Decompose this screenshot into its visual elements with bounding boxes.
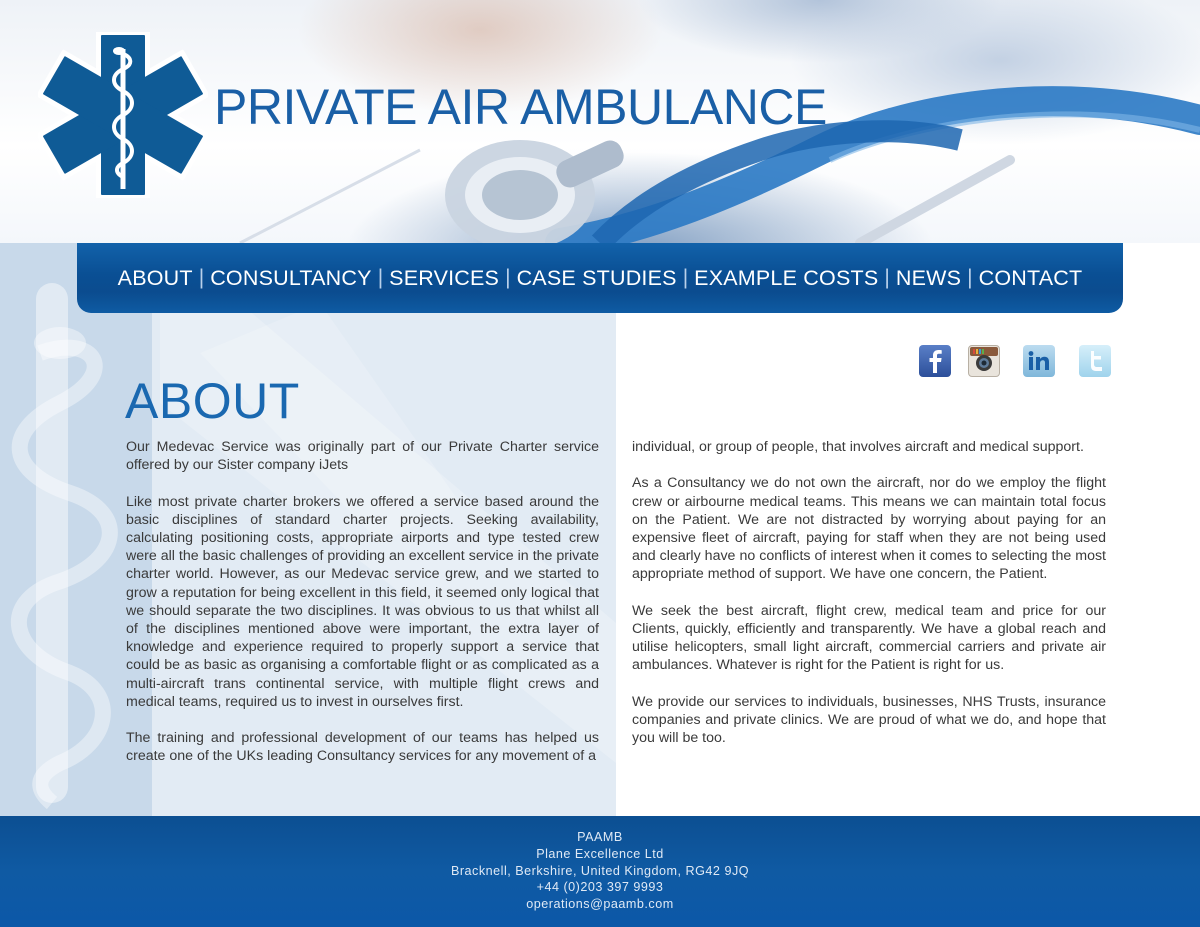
main-navigation-bar <box>77 243 1123 313</box>
paragraph: We provide our services to individuals, businesses, NHS Trusts, insurance companies and private clinics. We are proud of what we do, and hope that you will be too. <box>632 693 1106 747</box>
twitter-icon[interactable] <box>1079 345 1111 377</box>
nav-separator: | <box>682 266 689 289</box>
footer <box>0 816 1200 927</box>
paragraph: We seek the best aircraft, flight crew, medical team and price for our Clients, quickly, efficiently and transparently. We have a global reach and utilise helicopters, small light aircraft, commercial carriers and private air ambulances. Whatever is right for the Patient is right for us. <box>632 602 1106 674</box>
nav-separator: | <box>198 266 205 289</box>
nav-contact[interactable]: CONTACT <box>978 265 1083 290</box>
footer-email[interactable]: operations@paamb.com <box>526 897 674 912</box>
linkedin-icon[interactable] <box>1023 345 1055 377</box>
nav-services[interactable]: SERVICES <box>389 265 500 290</box>
paragraph: Like most private charter brokers we offered a service based around the basic disciplines of standard charter projects. Seeking availability, calculating positioning costs, appropriate airports and type tested crew were all the basic challenges of providing an excellent service in the private charter world. However, as our Medevac service grew, and we started to grow a reputation for being excellent in this field, it seemed only logical that we should separate the two disciplines. It was obvious to us that whilst all of the disciplines mentioned above were important, the extra layer of knowledge and experience required to properly support a service that could be as basic as organising a comfortable flight or as complicated as a multi-aircraft trans continental service, with multiple flight crews and medical teams, required us to invest in ourselves first. <box>126 493 599 710</box>
star-of-life-icon <box>38 32 208 198</box>
content-column-right <box>632 438 1106 766</box>
paragraph: The training and professional development of our teams has helped us create one of the UKs leading Consultancy services for any movement of a <box>126 730 599 765</box>
paragraph: individual, or group of people, that involves aircraft and medical support. <box>632 439 1084 455</box>
content-column-left <box>126 438 599 784</box>
footer-company-name: Plane Excellence Ltd <box>536 846 664 861</box>
nav-example-costs[interactable]: EXAMPLE COSTS <box>694 265 879 290</box>
paragraph: Our Medevac Service was originally part of our Private Charter service offered by our Sister company iJets <box>126 439 599 474</box>
nav-consultancy[interactable]: CONSULTANCY <box>210 265 372 290</box>
site-title: PRIVATE AIR AMBULANCE <box>214 79 827 135</box>
footer-company-abbrev: PAAMB <box>577 830 623 844</box>
nav-separator: | <box>967 266 973 289</box>
footer-address: Bracknell, Berkshire, United Kingdom, RG42 9JQ <box>450 863 750 878</box>
nav-separator: | <box>884 266 890 289</box>
nav-about[interactable]: ABOUT <box>117 265 193 290</box>
header-banner <box>0 0 1200 243</box>
paragraph: As a Consultancy we do not own the aircraft, nor do we employ the flight crew or airbourne medical teams. This means we can maintain total focus on the Patient. We are not distracted by worrying about paying for an expensive fleet of aircraft, paying for staff when they are not being used and clearly have no conflicts of interest when it comes to selecting the most appropriate method of support. We have one concern, the Patient. <box>632 475 1106 583</box>
instagram-icon[interactable] <box>968 345 1000 377</box>
nav-news[interactable]: NEWS <box>895 265 962 290</box>
nav-separator: | <box>377 266 384 289</box>
footer-phone: +44 (0)203 397 9993 <box>536 880 664 895</box>
nav-case-studies[interactable]: CASE STUDIES <box>516 265 677 290</box>
nav-separator: | <box>505 266 511 289</box>
facebook-icon[interactable] <box>919 345 951 377</box>
page-heading: ABOUT <box>125 373 300 429</box>
main-nav <box>118 266 1083 291</box>
